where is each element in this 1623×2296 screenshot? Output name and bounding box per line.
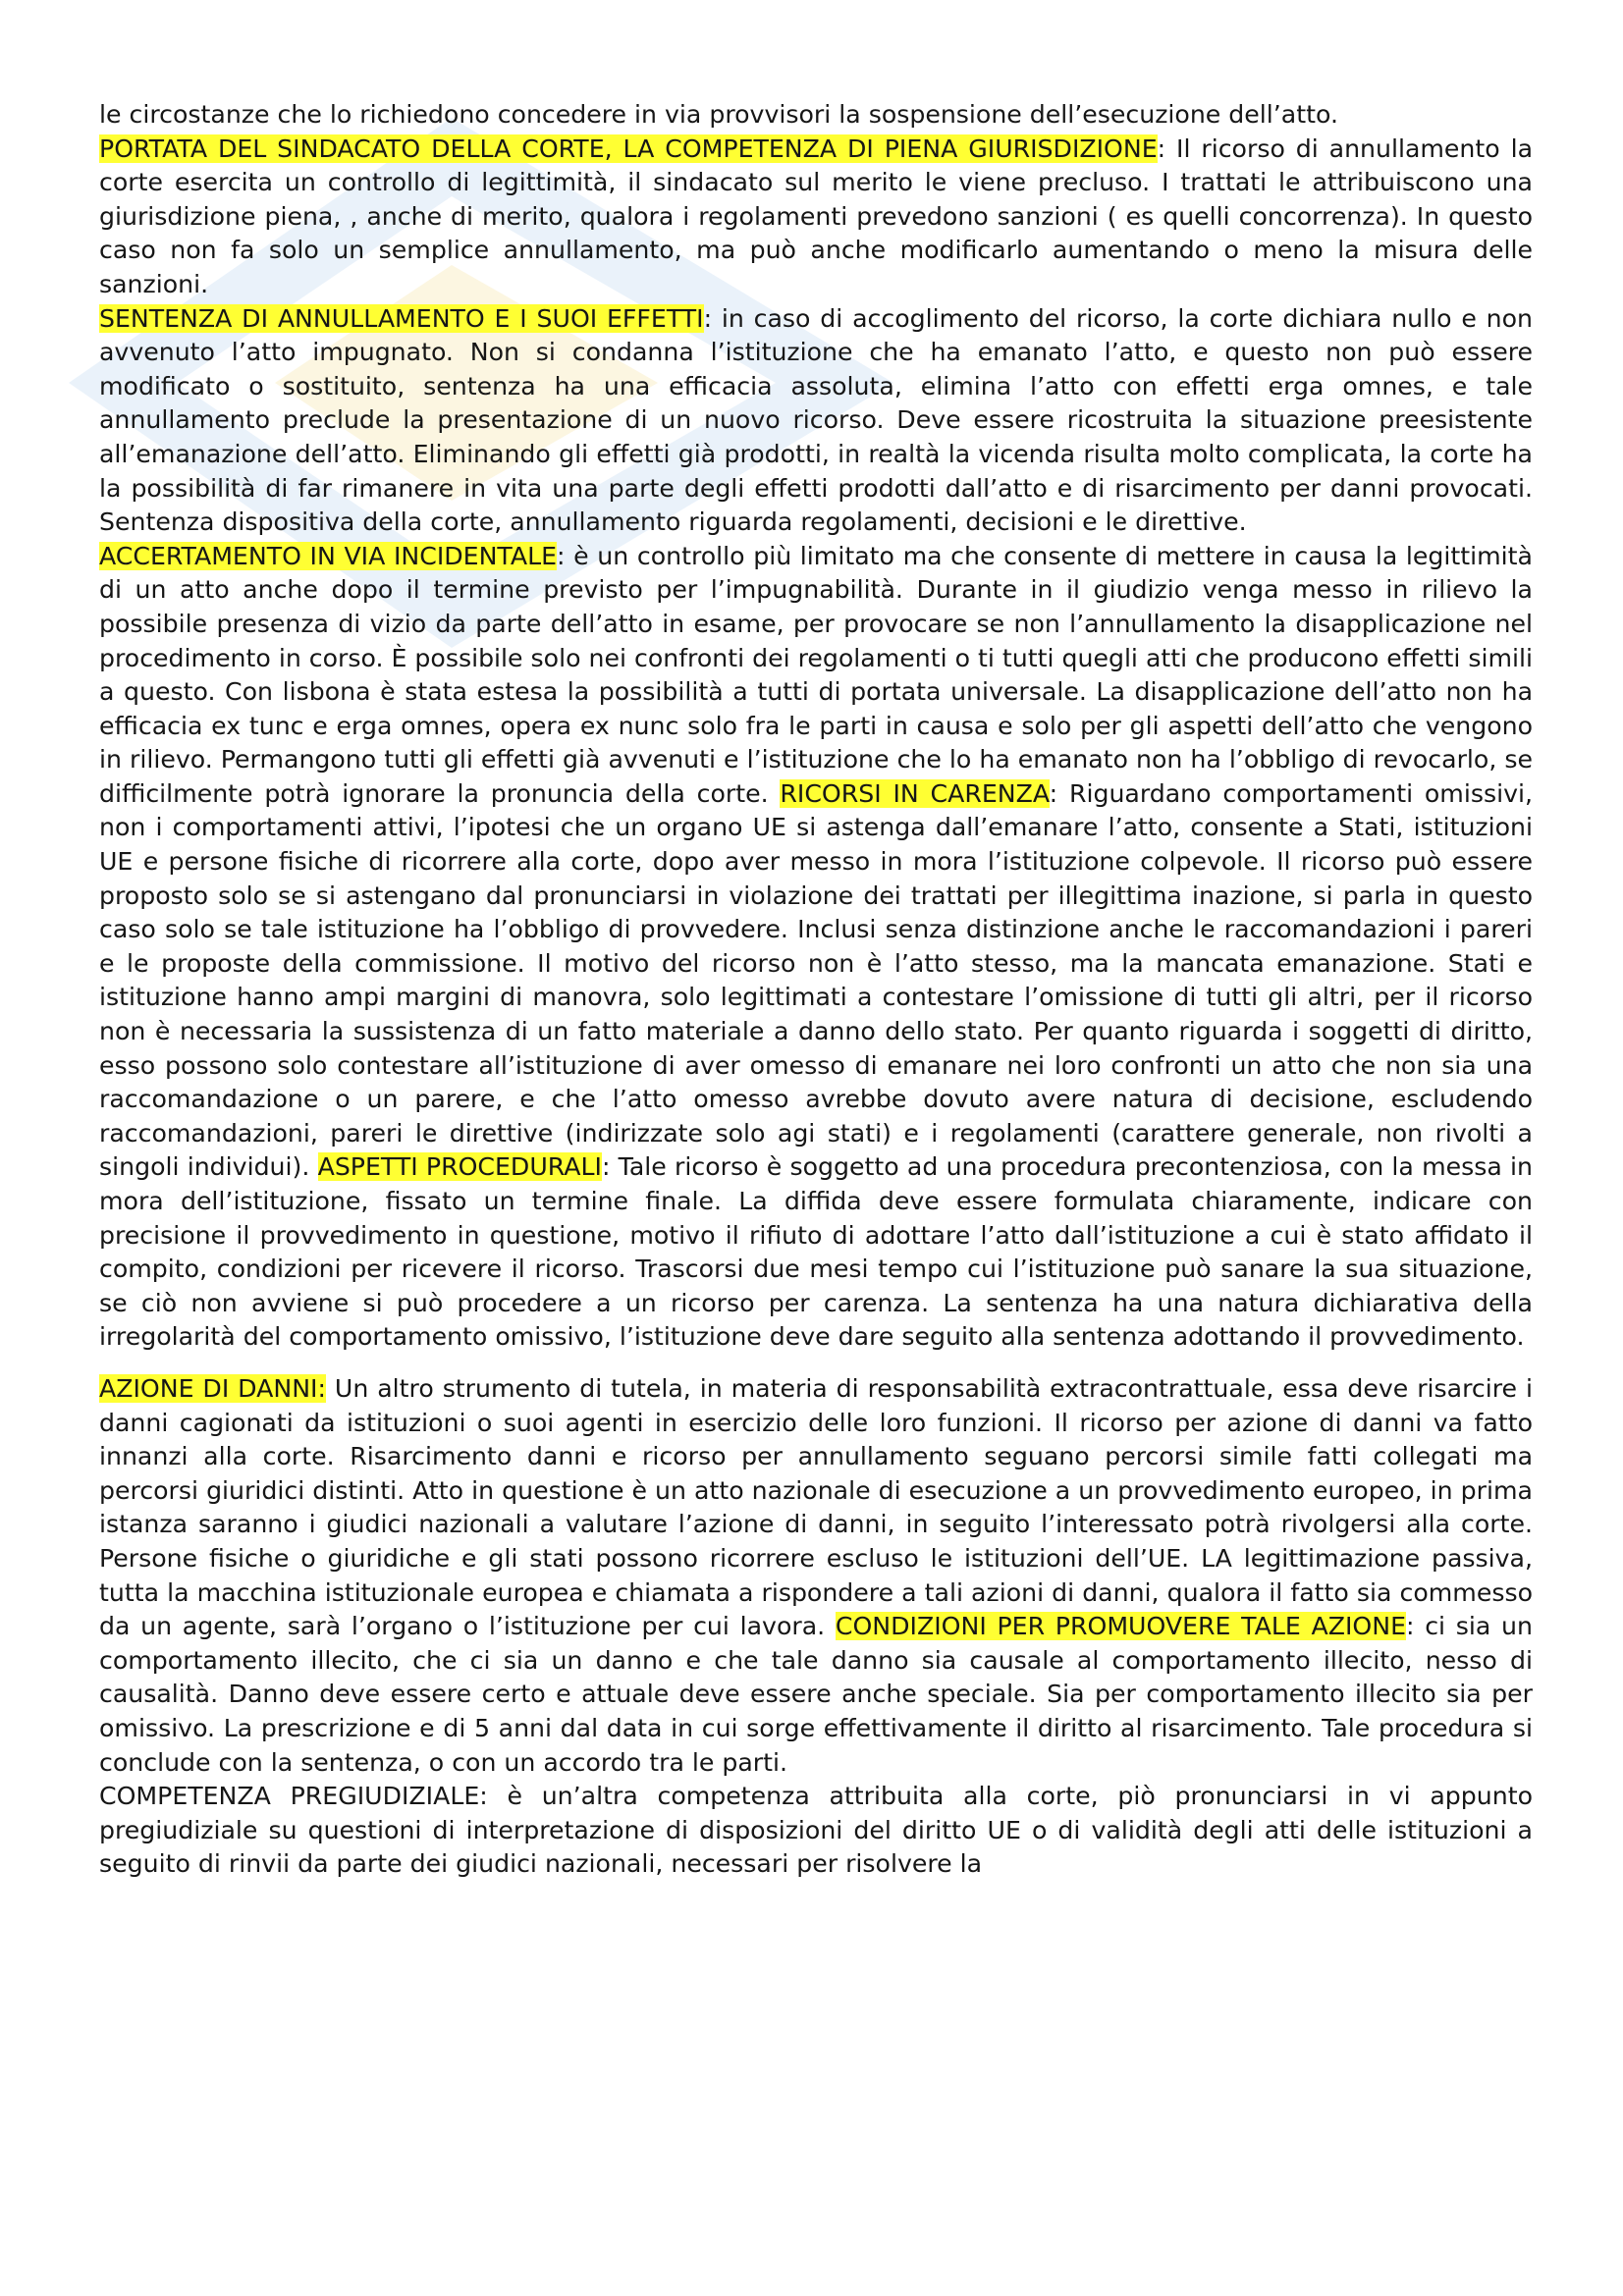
document-page xyxy=(99,98,1533,1882)
paragraph-intro-text: le circostanze che lo richiedono concedere in via provvisori la sospensione dell’esecuzione dell’atto. xyxy=(99,100,1338,129)
heading-portata: PORTATA DEL SINDACATO DELLA CORTE, LA COMPETENZA DI PIENA GIURISDIZIONE xyxy=(99,133,1158,163)
paragraph-aspetti-text: : Tale ricorso è soggetto ad una procedura precontenziosa, con la messa in mora dell’istituzione, fissato un termine finale. La diffida deve essere formulata chiaramente, indicare con precisione il provvedimento in questione, motivo il rifiuto di adottare l’atto dall’istituzione a cui è stato affidato il compito, condizioni per ricevere il ricorso. Trascorsi due mesi tempo cui l’istituzione può sanare la sua situazione, se ciò non avviene si può procedere a un ricorso per carenza. La sentenza ha una natura dichiarativa della irregolarità del comportamento omissivo, l’istituzione deve dare seguito alla sentenza adottando il provvedimento. xyxy=(99,1152,1534,1352)
paragraph-sentenza xyxy=(99,302,1533,540)
paragraph-sentenza-text: : in caso di accoglimento del ricorso, la corte dichiara nullo e non avvenuto l’atto impugnato. Non si condanna l’istituzione che ha emanato l’atto, e questo non può essere modificato o sostituito, sentenza ha una efficacia assoluta, elimina l’atto con effetti erga omnes, e tale annullamento preclude la presentazione di un nuovo ricorso. Deve essere ricostruita la situazione preesistente all’emanazione dell’atto. Eliminando gli effetti già prodotti, in realtà la vicenda risulta molto complicata, la corte ha la possibilità di far rimanere in vita una parte degli effetti prodotti dall’atto e di risarcimento per danni provocati. Sentenza dispositiva della corte, annullamento riguarda regolamenti, decisioni e le direttive. xyxy=(99,303,1533,537)
paragraph-accertamento xyxy=(99,540,1533,1355)
paragraph-accertamento-text: : è un controllo più limitato ma che consente di mettere in causa la legittimità di un atto anche dopo il termine previsto per l’impugnabilità. Durante in il giudizio venga messo in rilievo la possibile presenza di vizio da parte dell’atto in esame, per provocare se non l’annullamento la disapplicazione nel procedimento in corso. È possibile solo nei confronti dei regolamenti o ti tutti quegli atti che producono effetti simili a questo. Con lisbona è stata estesa la possibilità a tutti di portata universale. La disapplicazione dell’atto non ha efficacia ex tunc e erga omnes, opera ex nunc solo fra le parti in causa e solo per gli aspetti dell’atto che vengono in rilievo. Permangono tutti gli effetti già avvenuti e l’istituzione che lo ha emanato non ha l’obbligo di revocarlo, se difficilmente potrà ignorare la pronuncia della corte. xyxy=(99,541,1533,808)
heading-accertamento: ACCERTAMENTO IN VIA INCIDENTALE xyxy=(99,541,558,570)
heading-sentenza: SENTENZA DI ANNULLAMENTO E I SUOI EFFETTI xyxy=(99,303,704,333)
paragraph-intro xyxy=(99,98,1533,133)
heading-aspetti-procedurali: ASPETTI PROCEDURALI xyxy=(317,1152,602,1182)
paragraph-portata xyxy=(99,133,1533,302)
paragraph-competenza-text: COMPETENZA PREGIUDIZIALE: è un’altra competenza attribuita alla corte, piò pronunciarsi in vi appunto pregiudiziale su questioni di interpretazione di disposizioni del diritto UE o di validità degli atti delle istituzioni a seguito di rinvii da parte dei giudici nazionali, necessari per risolvere la xyxy=(99,1782,1533,1879)
heading-ricorsi-carenza: RICORSI IN CARENZA xyxy=(780,778,1050,808)
paragraph-condizioni-text: : ci sia un comportamento illecito, che ci sia un danno e che tale danno sia causale al comportamento illecito, nesso di causalità. Danno deve essere certo e attuale deve essere anche speciale. Sia per comportamento illecito sia per omissivo. La prescrizione e di 5 anni dal data in cui sorge effettivamente il diritto al risarcimento. Tale procedura si conclude con la sentenza, o con un accordo tra le parti. xyxy=(99,1612,1533,1777)
paragraph-portata-text: : Il ricorso di annullamento la corte esercita un controllo di legittimità, il sindacato sul merito le viene precluso. I trattati le attribuiscono una giurisdizione piena, , anche di merito, qualora i regolamenti prevedono sanzioni ( es quelli concorrenza). In questo caso non fa solo un semplice annullamento, ma può anche modificarlo aumentando o meno la misura delle sanzioni. xyxy=(99,133,1533,298)
paragraph-competenza xyxy=(99,1780,1533,1882)
heading-condizioni: CONDIZIONI PER PROMUOVERE TALE AZIONE xyxy=(835,1612,1406,1641)
paragraph-azione-danni xyxy=(99,1372,1533,1780)
paragraph-azione-text: Un altro strumento di tutela, in materia di responsabilità extracontrattuale, essa deve risarcire i danni cagionati da istituzioni o suoi agenti in esercizio delle loro funzioni. Il ricorso per azione di danni va fatto innanzi alla corte. Risarcimento danni e ricorso per annullamento seguano percorsi simile fatti collegati ma percorsi giuridici distinti. Atto in questione è un atto nazionale di esecuzione a un provvedimento europeo, in prima istanza saranno i giudici nazionali a valutare l’azione di danni, in seguito l’interessato potrà rivolgersi alla corte. Persone fisiche o giuridiche e gli stati possono ricorrere escluso le istituzioni dell’UE. LA legittimazione passiva, tutta la macchina istituzionale europea e chiamata a rispondere a tali azioni di danni, qualora il fatto sia commesso da un agente, sarà l’organo o l’istituzione per cui lavora. xyxy=(99,1373,1533,1641)
heading-azione-danni: AZIONE DI DANNI: xyxy=(99,1373,326,1403)
paragraph-ricorsi-text: : Riguardano comportamenti omissivi, non i comportamenti attivi, l’ipotesi che un organo UE si astenga dall’emanare l’atto, consente a Stati, istituzioni UE e persone fisiche di ricorrere alla corte, dopo aver messo in mora l’istituzione colpevole. Il ricorso può essere proposto solo se si astengano dal pronunciarsi in violazione dei trattati per illegittima inazione, si parla in questo caso solo se tale istituzione ha l’obbligo di provvedere. Inclusi senza distinzione anche le raccomandazioni i pareri e le proposte della commissione. Il motivo del ricorso non è l’atto stesso, ma la mancata emanazione. Stati e istituzione hanno ampi margini di manovra, solo legittimati a contestare l’omissione di tutti gli altri, per il ricorso non è necessaria la sussistenza di un fatto materiale a danno dello stato. Per quanto riguarda i soggetti di diritto, esso possono solo contestare all’istituzione di aver omesso di emanare nei loro confronti un atto che non sia una raccomandazione o un parere, e che l’atto omesso avrebbe dovuto avere natura di decisione, escludendo raccomandazioni, pareri le direttive (indirizzate solo agi stati) e i regolamenti (carattere generale, non rivolti a singoli individui). xyxy=(99,778,1533,1182)
